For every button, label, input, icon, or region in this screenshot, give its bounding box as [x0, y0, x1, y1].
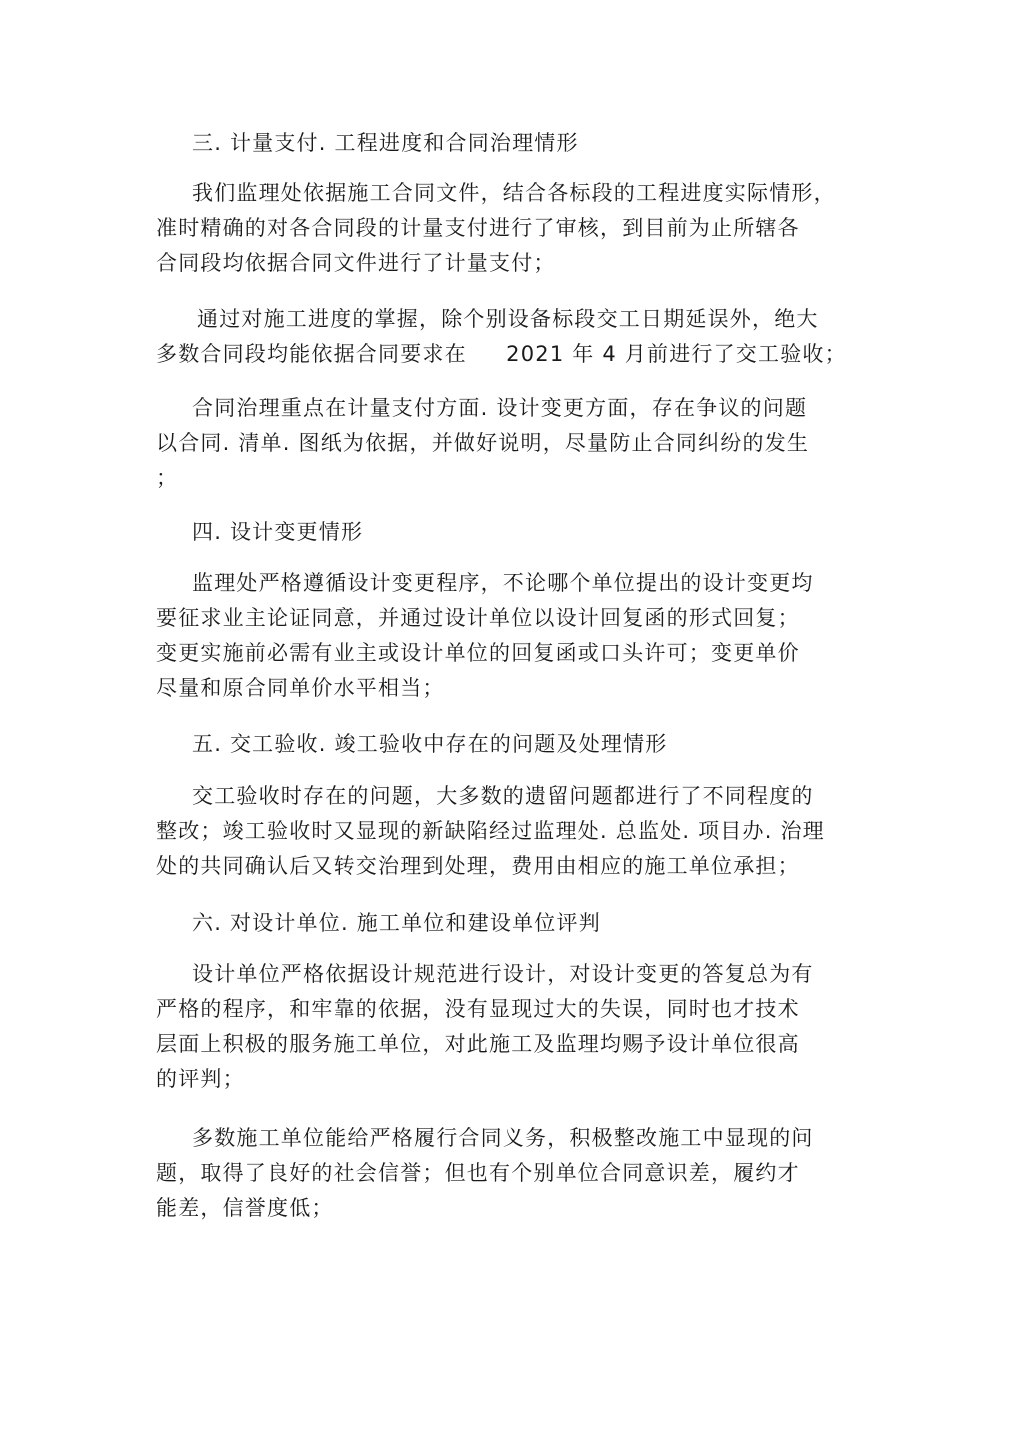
paragraph-line: 整改；竣工验收时又显现的新缺陷经过监理处. 总监处. 项目办. 治理 — [156, 819, 825, 843]
paragraph-line: 合同段均依据合同文件进行了计量支付； — [156, 251, 556, 275]
paragraph-line: 要征求业主论证同意，并通过设计单位以设计回复函的形式回复； — [156, 606, 800, 630]
section-heading-5: 五. 交工验收. 竣工验收中存在的问题及处理情形 — [192, 732, 668, 756]
section-heading-4: 四. 设计变更情形 — [192, 520, 364, 544]
paragraph-line: 尽量和原合同单价水平相当； — [156, 676, 445, 700]
paragraph-line: 多数施工单位能给严格履行合同义务，积极整改施工中显现的问 — [192, 1126, 814, 1150]
paragraph-line: 监理处严格遵循设计变更程序，不论哪个单位提出的设计变更均 — [192, 571, 814, 595]
paragraph-line: 交工验收时存在的问题，大多数的遗留问题都进行了不同程度的 — [192, 784, 814, 808]
paragraph-line: 题，取得了良好的社会信誉；但也有个别单位合同意识差，履约才 — [156, 1161, 800, 1185]
paragraph-line: 的评判； — [156, 1067, 245, 1091]
paragraph-line: 多数合同段均能依据合同要求在 2021 年 4 月前进行了交工验收； — [156, 342, 847, 366]
paragraph-line: 处的共同确认后又转交治理到处理，费用由相应的施工单位承担； — [156, 854, 800, 878]
paragraph-line: 准时精确的对各合同段的计量支付进行了审核，到目前为止所辖各 — [156, 216, 800, 240]
paragraph-line: 层面上积极的服务施工单位，对此施工及监理均赐予设计单位很高 — [156, 1032, 800, 1056]
section-heading-6: 六. 对设计单位. 施工单位和建设单位评判 — [192, 911, 601, 935]
paragraph-line: 通过对施工进度的掌握，除个别设备标段交工日期延误外，绝大 — [197, 307, 819, 331]
paragraph-line: 合同治理重点在计量支付方面. 设计变更方面，存在争议的问题 — [192, 396, 808, 420]
section-heading-3: 三. 计量支付. 工程进度和合同治理情形 — [192, 131, 579, 155]
paragraph-line: 以合同. 清单. 图纸为依据，并做好说明，尽量防止合同纠纷的发生 — [156, 431, 810, 455]
paragraph-line: 严格的程序，和牢靠的依据，没有显现过大的失误，同时也才技术 — [156, 997, 800, 1021]
paragraph-line: ； — [156, 466, 179, 490]
paragraph-line: 能差，信誉度低； — [156, 1196, 334, 1220]
paragraph-line: 设计单位严格依据设计规范进行设计，对设计变更的答复总为有 — [192, 962, 814, 986]
paragraph-line: 变更实施前必需有业主或设计单位的回复函或口头许可；变更单价 — [156, 641, 800, 665]
paragraph-line: 我们监理处依据施工合同文件，结合各标段的工程进度实际情形， — [192, 181, 836, 205]
